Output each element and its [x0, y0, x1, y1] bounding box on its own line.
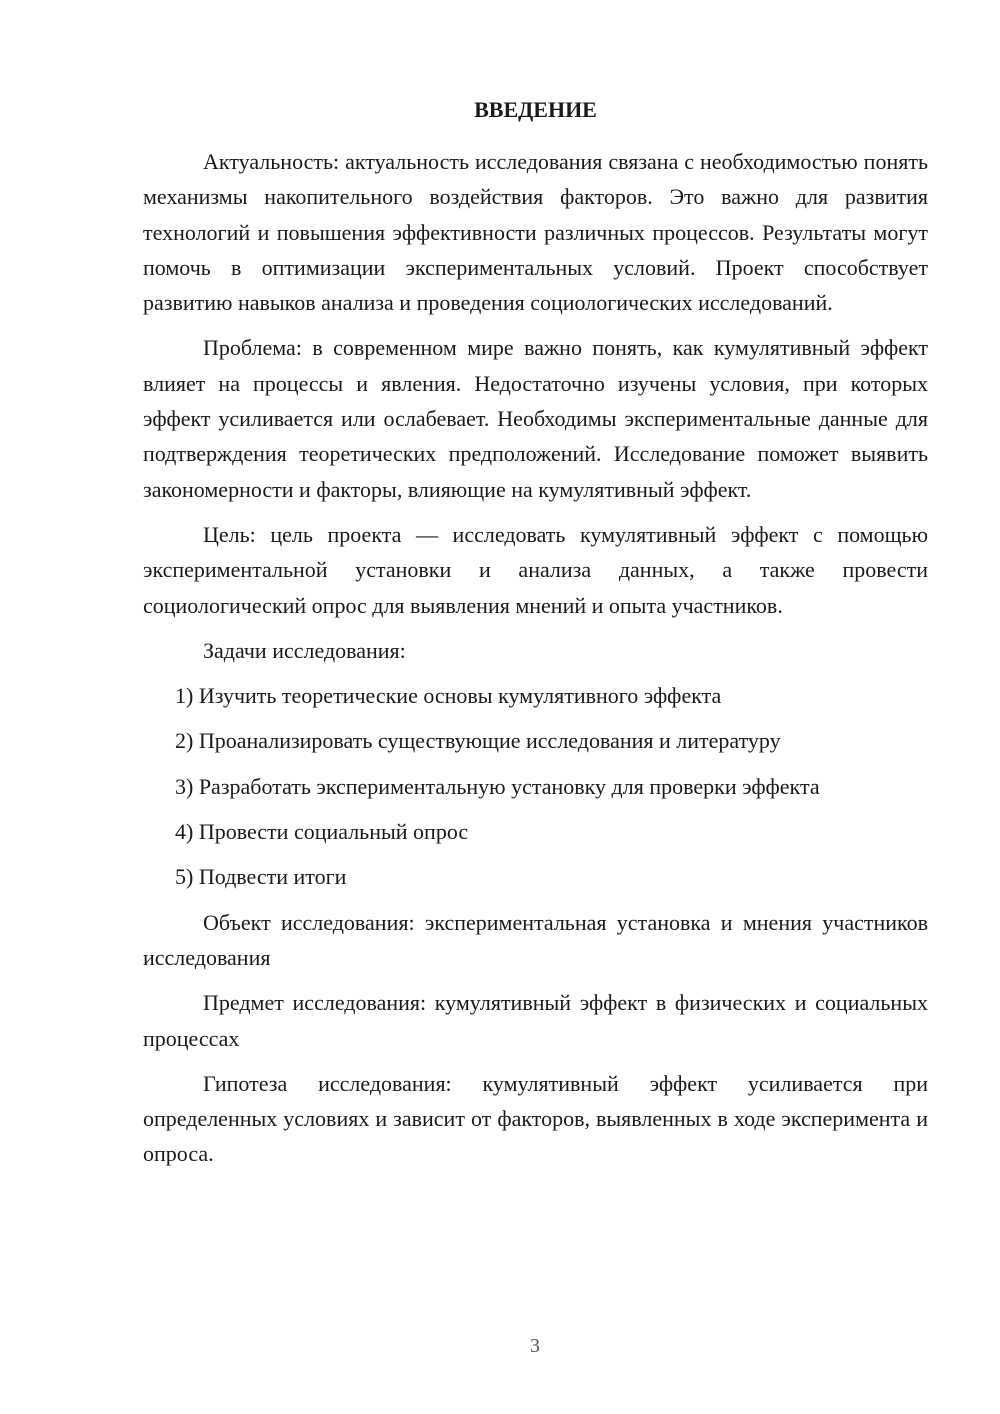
page-title: ВВЕДЕНИЕ	[474, 97, 597, 122]
tasks-heading: Задачи исследования:	[203, 637, 406, 663]
task-item-3: 3) Разработать экспериментальную установку для проверки эффекта	[175, 773, 820, 799]
paragraph-object: Объект исследования: экспериментальная установка и мнения участников исследования	[143, 909, 928, 970]
paragraph-relevance: Актуальность: актуальность исследования связана с необходимостью понять механизмы накопительного воздействия факторов. Это важно для развития технологий и повышения эффективности различных процессов. Результаты могут помочь в оптимизации экспериментальных условий. Проект способствует развитию навыков анализа и проведения социологических исследований.	[143, 149, 928, 316]
task-item-2: 2) Проанализировать существующие исследования и литературу	[175, 728, 781, 754]
task-item-4: 4) Провести социальный опрос	[175, 819, 469, 845]
paragraph-subject: Предмет исследования: кумулятивный эффект в физических и социальных процессах	[143, 990, 928, 1051]
task-item-5: 5) Подвести итоги	[175, 864, 347, 890]
paragraph-hypothesis: Гипотеза исследования: кумулятивный эффект усиливается при определенных условиях и зависит от факторов, выявленных в ходе эксперимента и опроса.	[143, 1070, 928, 1167]
page-content	[143, 92, 928, 1182]
paragraph-problem: Проблема: в современном мире важно понять, как кумулятивный эффект влияет на процессы и явления. Недостаточно изучены условия, при которых эффект усиливается или ослабевает. Необходимы экспериментальные данные для подтверждения теоретических предположений. Исследование поможет выявить закономерности и факторы, влияющие на кумулятивный эффект.	[143, 335, 928, 502]
page-number: 3	[530, 1335, 540, 1357]
tasks-list	[143, 678, 928, 894]
task-item-1: 1) Изучить теоретические основы кумулятивного эффекта	[175, 683, 722, 709]
paragraph-goal: Цель: цель проекта — исследовать кумулятивный эффект с помощью экспериментальной установки и анализа данных, а также провести социологический опрос для выявления мнений и опыта участников.	[143, 521, 928, 618]
